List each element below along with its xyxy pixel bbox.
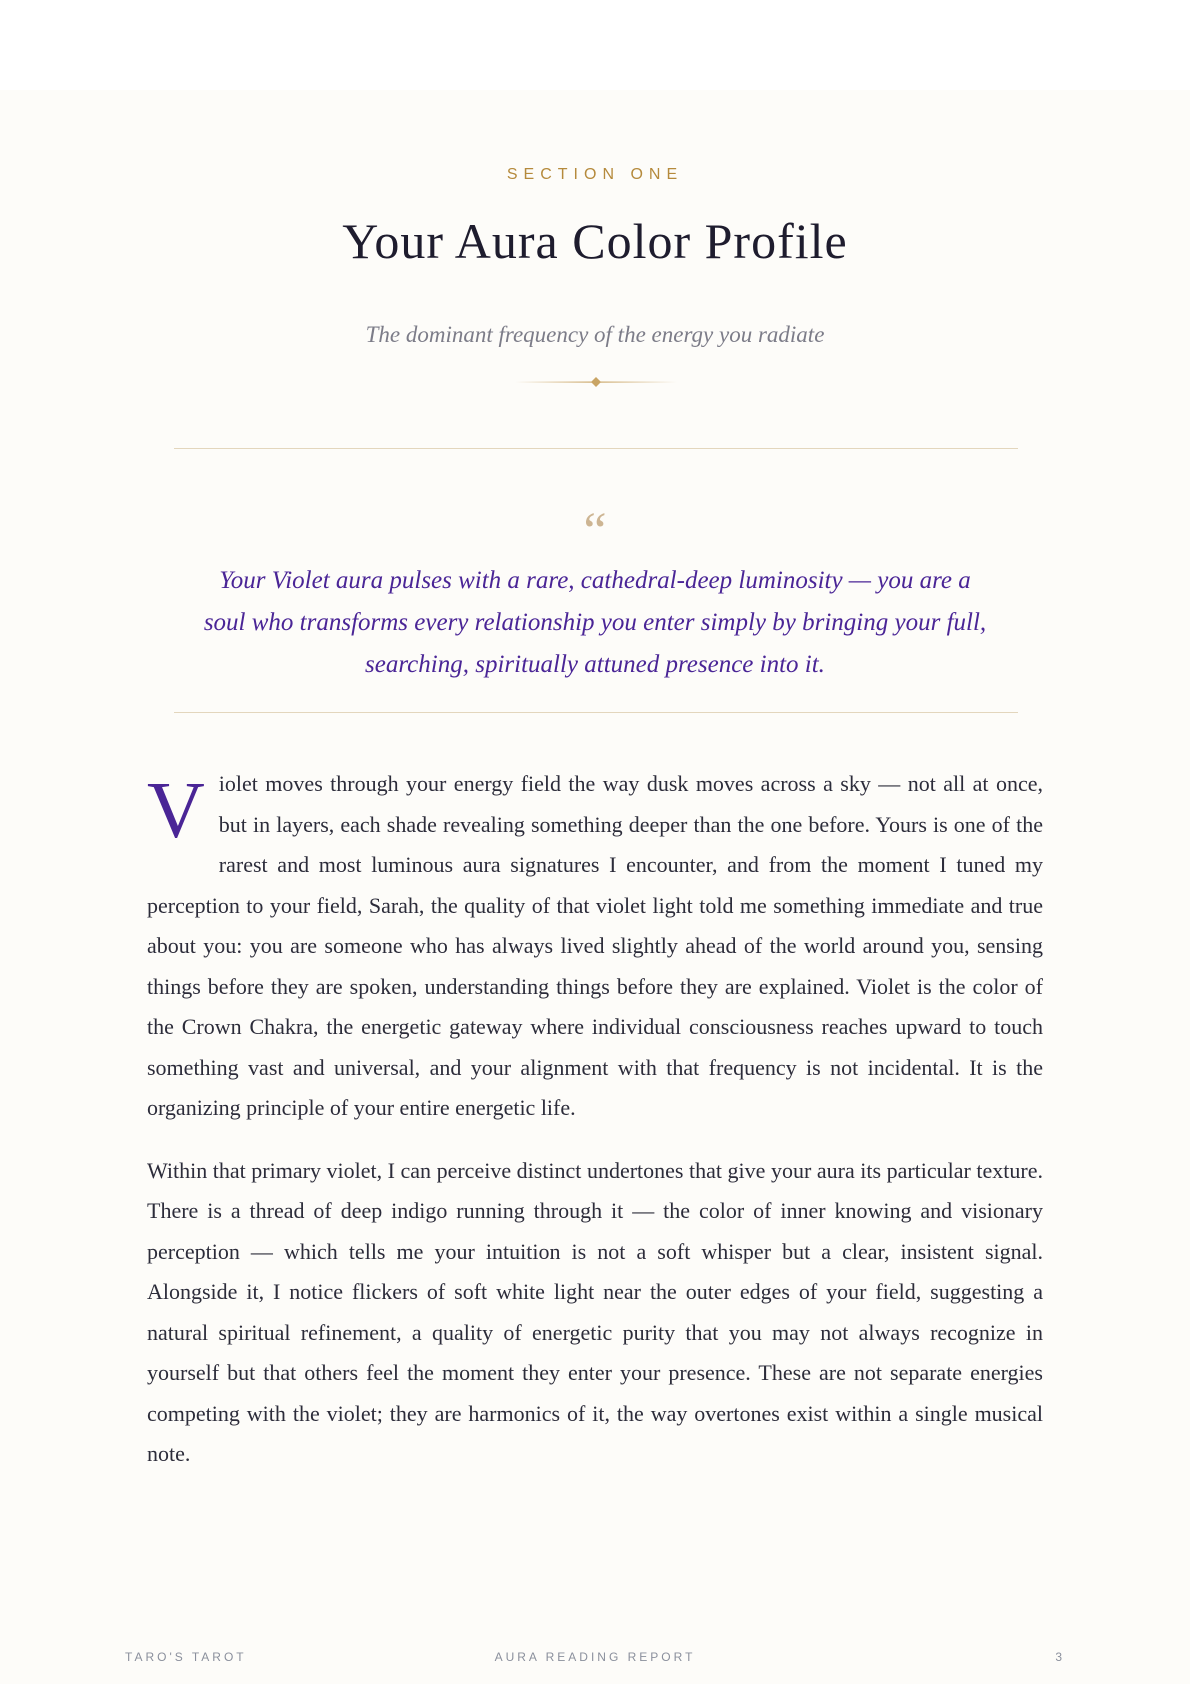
page-title: Your Aura Color Profile bbox=[342, 213, 848, 269]
report-page bbox=[0, 90, 1190, 1684]
paragraph-1 bbox=[147, 764, 1043, 1129]
footer-report-title: AURA READING REPORT bbox=[494, 1650, 696, 1664]
paragraph-1-text: iolet moves through your energy field the way dusk moves across a sky — not all at once, but in layers, each shade revealing something deeper than the one before. Yours is one of the rarest and most luminous aura signatures I encounter, and from the moment I tuned my perception to your field, Sarah, the quality of that violet light told me something immediate and true about you: you are someone who has always lived slightly ahead of the world around you, sensing things before they are spoken, understanding things before they are explained. Violet is the color of the Crown Chakra, the energetic gateway where individual consciousness reaches upward to touch something vast and universal, and your alignment with that frequency is not incidental. It is the organizing principle of your entire energetic life. bbox=[147, 771, 1043, 1120]
paragraph-2: Within that primary violet, I can perceive distinct undertones that give your aura its particular texture. There is a thread of deep indigo running through it — the color of inner knowing and visionary perception — which tells me your intuition is not a soft whisper but a clear, insistent signal. Alongside it, I notice flickers of soft white light near the outer edges of your field, suggesting a natural spiritual refinement, a quality of energetic purity that you may not always recognize in yourself but that others feel the moment they enter your presence. These are not separate energies competing with the violet; they are harmonics of it, the way overtones exist within a single musical note. bbox=[147, 1157, 1043, 1466]
section-eyebrow: SECTION ONE bbox=[506, 166, 684, 183]
pull-quote: Your Violet aura pulses with a rare, cathedral-deep luminosity — you are a soul who transforms every relationship you enter simply by bringing your full, searching, spiritually attuned presence into it. bbox=[203, 567, 987, 678]
footer-brand: TARO'S TAROT bbox=[125, 1650, 247, 1664]
quote-top-rule bbox=[174, 448, 1018, 449]
quote-bottom-rule bbox=[174, 712, 1018, 713]
body-text bbox=[147, 764, 1043, 1497]
quote-mark-icon: “ bbox=[583, 503, 607, 560]
footer-page-number: 3 bbox=[1055, 1650, 1065, 1664]
drop-cap: V bbox=[147, 767, 205, 855]
divider-ornament-icon bbox=[515, 374, 677, 390]
page-subtitle: The dominant frequency of the energy you radiate bbox=[365, 322, 825, 347]
